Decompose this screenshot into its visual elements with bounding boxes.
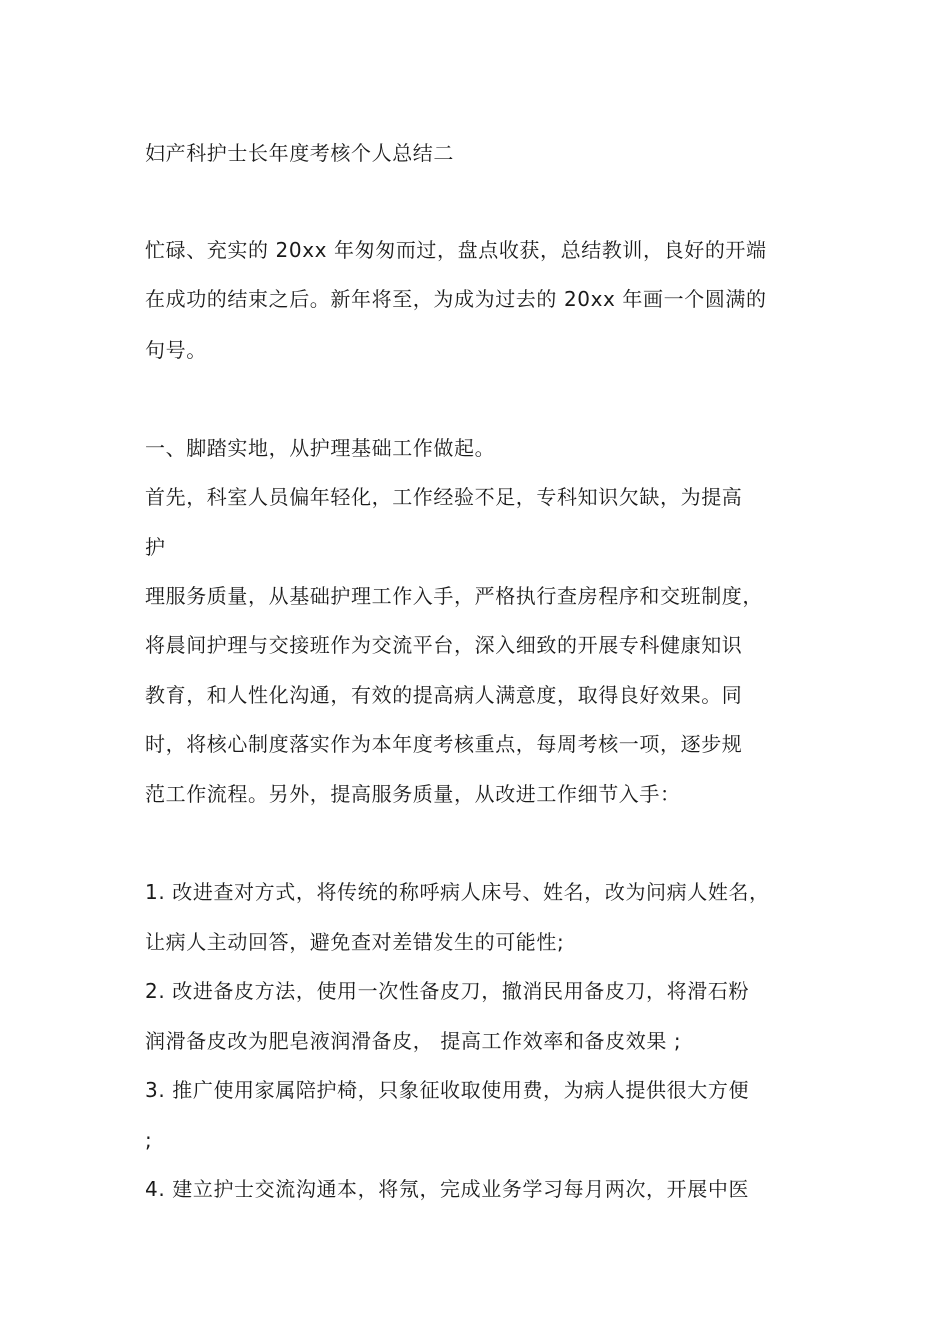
body-line-6: 时，将核心制度落实作为本年度考核重点，每周考核一项，逐步规 [145, 732, 743, 756]
body-line-7: 范工作流程。另外，提高服务质量，从改进工作细节入手： [145, 782, 681, 806]
list-item-4-line-1: 4. 建立护士交流沟通本，将氖，完成业务学习每月两次，开展中医 [145, 1177, 750, 1201]
list-item-2-line-1: 2. 改进备皮方法，使用一次性备皮刀，撤消民用备皮刀，将滑石粉 [145, 979, 750, 1003]
intro-line-2: 在成功的结束之后。新年将至，为成为过去的 20xx 年画一个圆满的 [145, 287, 767, 311]
intro-line-3: 句号。 [145, 338, 207, 362]
body-line-1: 首先，科室人员偏年轻化，工作经验不足，专科知识欠缺，为提高 [145, 485, 743, 509]
body-line-4: 将晨间护理与交接班作为交流平台，深入细致的开展专科健康知识 [145, 633, 743, 657]
list-item-3-line-2: ; [145, 1128, 153, 1152]
list-item-2-line-2: 润滑备皮改为肥皂液润滑备皮， 提高工作效率和备皮效果 ; [145, 1029, 682, 1053]
list-item-3-line-1: 3. 推广使用家属陪护椅，只象征收取使用费，为病人提供很大方便 [145, 1078, 750, 1102]
section-heading: 一、脚踏实地，从护理基础工作做起。 [145, 436, 496, 460]
body-line-3: 理服务质量，从基础护理工作入手，严格执行查房程序和交班制度， [145, 584, 763, 608]
body-line-2: 护 [145, 535, 166, 559]
intro-line-1: 忙碌、充实的 20xx 年匆匆而过，盘点收获，总结教训，良好的开端 [145, 238, 767, 262]
list-item-1-line-2: 让病人主动回答，避免查对差错发生的可能性; [145, 930, 565, 954]
list-item-1-line-1: 1. 改进查对方式，将传统的称呼病人床号、姓名，改为问病人姓名， [145, 880, 770, 904]
document-title: 妇产科护士长年度考核个人总结二 [145, 141, 454, 165]
body-line-5: 教育，和人性化沟通，有效的提高病人满意度，取得良好效果。同 [145, 683, 743, 707]
